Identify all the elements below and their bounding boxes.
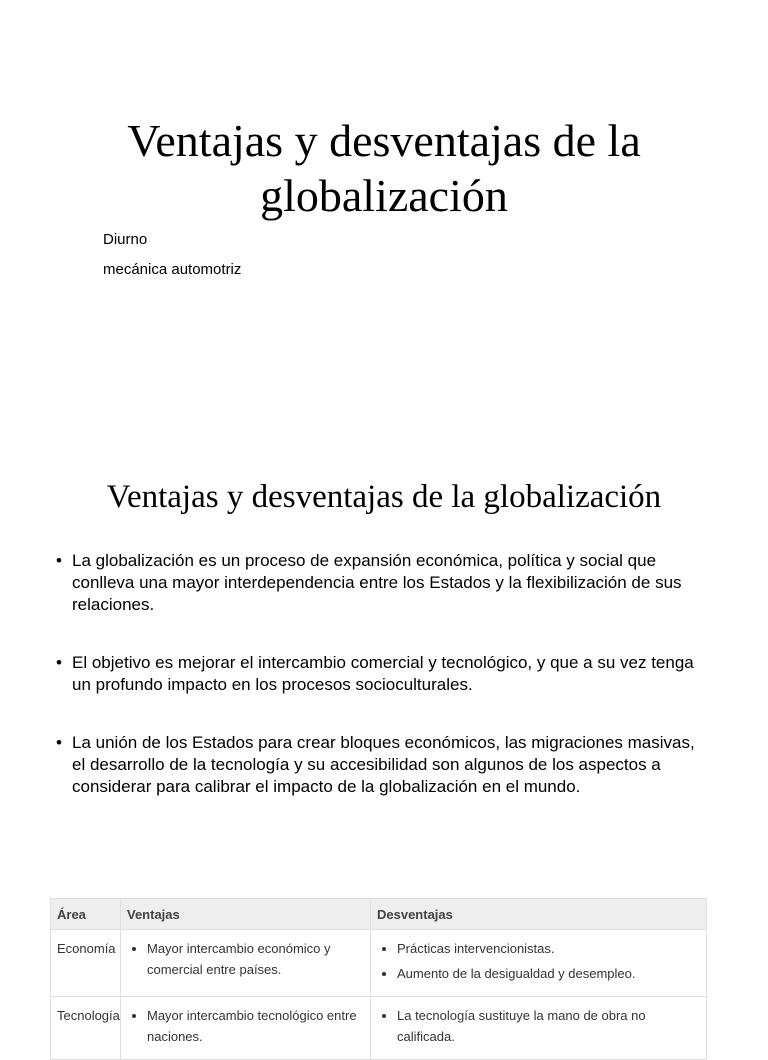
cell-ventajas [121,997,371,1060]
bullet-item [56,652,706,696]
slide2-title: Ventajas y desventajas de la globalización [106,479,662,515]
cell-area: Economía [51,930,121,997]
bullet-dot-icon: • [56,653,62,672]
bullet-item [56,732,706,798]
list-item: • Mayor intercambio económico y comercial entre países. [147,938,364,980]
comparison-table [50,898,707,1060]
cell-desventajas [371,930,707,997]
subtitle-shift: Diurno [103,231,148,248]
cell-ventajas [121,930,371,997]
title-slide [0,0,768,430]
cell-area: Tecnología [51,997,121,1060]
list-item: • Prácticas intervencionistas. [397,938,700,959]
slide1-title: Ventajas y desventajas de la globalización [127,115,641,221]
table-header-row [51,899,707,930]
list-item: • Mayor intercambio tecnológico entre naciones. [147,1005,364,1047]
bullet-dot-icon: • [56,551,62,570]
bullet-text: El objetivo es mejorar el intercambio comercial y tecnológico, y que a su vez tenga un profundo impacto en los procesos socioculturales. [72,653,694,694]
table-row [51,930,707,997]
header-area: Área [51,899,121,930]
header-desventajas: Desventajas [371,899,707,930]
table-row [51,997,707,1060]
subtitle-course: mecánica automotriz [103,261,242,278]
list-item: • La tecnología sustituye la mano de obra no calificada. [397,1005,700,1047]
bullet-list [56,550,706,834]
bullet-text: La globalización es un proceso de expansión económica, política y social que conlleva una mayor interdependencia entre los Estados y la flexibilización de sus relaciones. [72,551,682,614]
bullet-text: La unión de los Estados para crear bloques económicos, las migraciones masivas, el desarrollo de la tecnología y su accesibilidad son algunos de los aspectos a considerar para calibrar el impacto de la globalización en el mundo. [72,733,695,796]
header-ventajas: Ventajas [121,899,371,930]
bullet-dot-icon: • [56,733,62,752]
cell-desventajas [371,997,707,1060]
list-item: • Aumento de la desigualdad y desempleo. [397,963,700,984]
bullet-item [56,550,706,616]
